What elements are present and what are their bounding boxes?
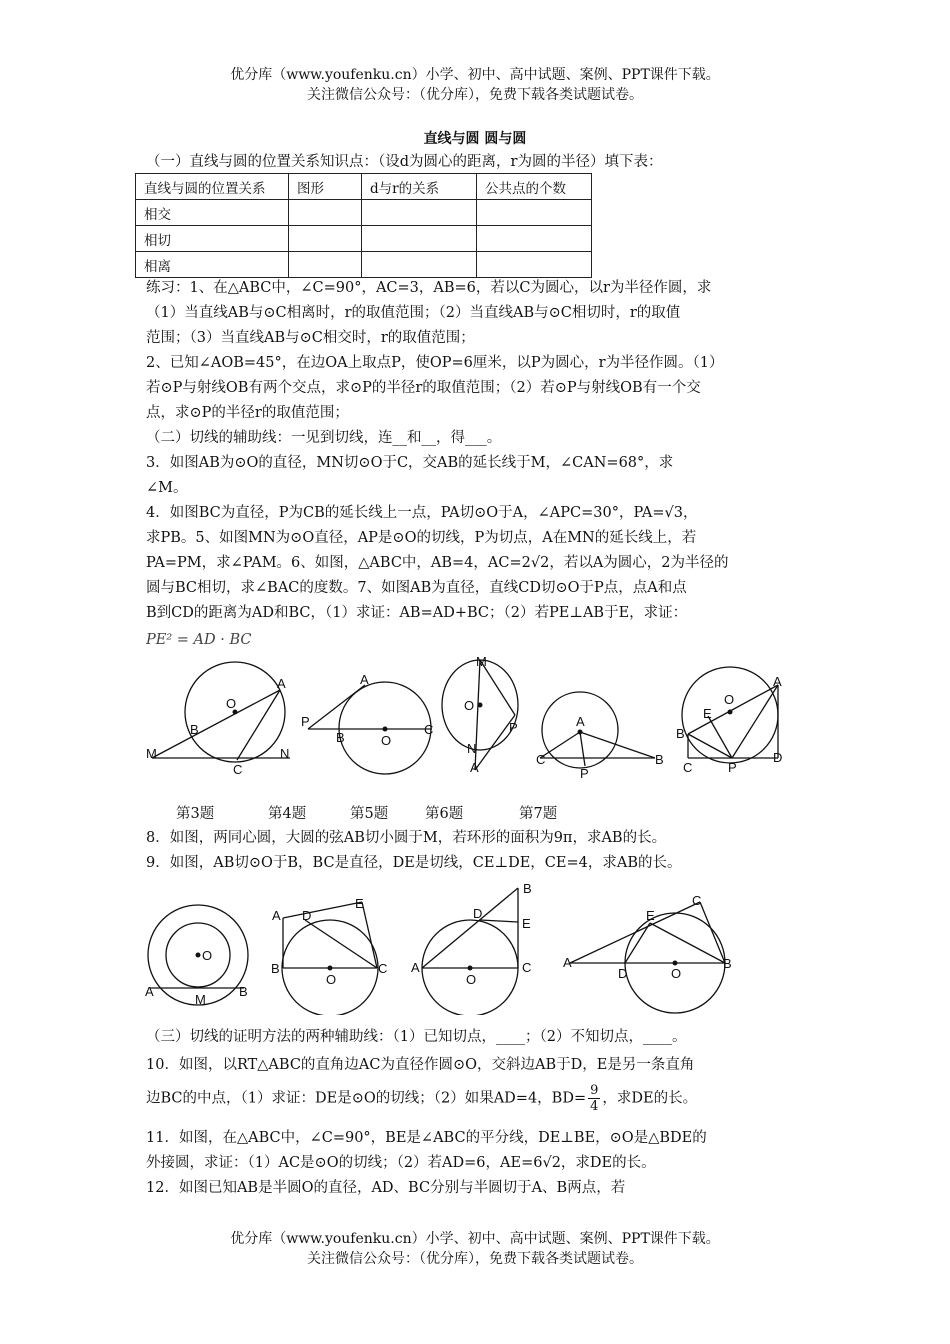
fig8-label: A [145,984,154,999]
fig3-label: B [190,722,199,737]
fig8-label: B [239,984,248,999]
fig6-label: A [576,714,585,729]
practice-line: （1）当直线AB与⊙C相离时，r的取值范围；（2）当直线AB与⊙C相切时，r的取值 [146,305,681,321]
fig7-label: D [773,750,783,765]
table-row-label: 相离 [136,252,289,278]
fig9-label: O [326,972,337,987]
table-cell [477,200,592,226]
section-3-heading: （三）切线的证明方法的两种辅助线：（1）已知切点，____；（2）不知切点，____。 [146,1029,687,1045]
fig7-label: A [773,674,782,689]
question-4-7-line: 圆与BC相切，求∠BAC的度数。7、如图AB为直径，直线CD切⊙O于P点，点A和点 [146,580,687,596]
fig5-label: M [476,654,487,669]
fig11-label: C [692,893,702,908]
figure-caption: 第5题 [350,806,389,822]
fig6-label: B [655,752,664,767]
section-1-heading: （一）直线与圆的位置关系知识点：（设d为圆心的距离，r为圆的半径）填下表： [146,154,663,170]
fig5-label: A [470,760,479,775]
fig3-label: C [233,762,243,777]
figure-caption: 第7题 [519,806,558,822]
question-3-line: ∠M。 [146,480,188,496]
figures-row-2 [140,880,740,1015]
table-cell [362,226,477,252]
fig4-label: A [360,672,369,687]
question-9: 9．如图，AB切⊙O于B，BC是直径，DE是切线，CE⊥DE，CE=4，求AB的长。 [146,855,682,871]
table-row-label: 相交 [136,200,289,226]
question-4-7-line: B到CD的距离为AD和BC，（1）求证：AB=AD+BC；（2）若PE⊥AB于E，求证： [146,605,688,621]
relation-table [135,173,592,278]
table-header: 公共点的个数 [477,174,592,200]
fraction-denominator: 4 [590,1099,599,1114]
fig4-label: B [336,730,345,745]
table-header: 图形 [289,174,362,200]
practice-line: 2、已知∠AOB=45°，在边OA上取点P，使OP=6厘米，以P为圆心，r为半径作圆。（1） [146,355,724,371]
table-header: d与r的关系 [362,174,477,200]
question-10-line [146,1083,697,1114]
fig10-label: A [411,960,420,975]
fig9-label: C [378,961,388,976]
table-cell [477,252,592,278]
question-4-7-line: 4．如图BC为直径，P为CB的延长线上一点，PA切⊙O于A，∠APC=30°，PA=√3， [146,505,698,521]
page-title: 直线与圆 圆与圆 [423,131,527,147]
figure-overlay [140,650,820,800]
fig9-label: A [272,908,281,923]
table-cell [362,200,477,226]
header-line1: 优分库（www.youfenku.cn）小学、初中、高中试题、案例、PPT课件下载。 [230,67,720,83]
fig9-label: E [355,896,364,911]
fig7-label: B [676,726,685,741]
figure-caption: 第3题 [176,806,215,822]
figure-caption: 第4题 [268,806,307,822]
table-cell [289,252,362,278]
fig11-label: B [723,956,732,971]
fraction [588,1083,600,1114]
footer-line1: 优分库（www.youfenku.cn）小学、初中、高中试题、案例、PPT课件下载。 [230,1231,720,1247]
question-11-line: 外接圆，求证：（1）AC是⊙O的切线；（2）若AD=6，AE=6√2，求DE的长。 [146,1155,656,1171]
fig9-label: D [302,908,312,923]
fig5-label: O [464,698,475,713]
question-4-7-line: 求PB。5、如图MN为⊙O直径，AP是⊙O的切线，P为切点，A在MN的延长线上，若 [146,530,697,546]
fig11-label: O [671,966,682,981]
formula: PE² = AD · BC [146,632,252,648]
table-cell [289,226,362,252]
question-8: 8．如图，两同心圆，大圆的弦AB切小圆于M，若环形的面积为9π，求AB的长。 [146,830,667,846]
fig7-label: E [703,706,712,721]
fig8-label: M [195,992,206,1007]
fig6-label: P [580,766,589,781]
fig11-label: D [618,966,628,981]
header-line2: 关注微信公众号：（优分库），免费下载各类试题试卷。 [307,87,643,103]
table-header: 直线与圆的位置关系 [136,174,289,200]
section-2-heading: （二）切线的辅助线：一见到切线，连__和__，得___。 [146,430,502,446]
fig6-label: C [536,752,546,767]
fig3-label: A [277,676,286,691]
fig10-label: B [523,881,532,896]
question-12: 12．如图已知AB是半圆O的直径，AD、BC分别与半圆切于A、B两点，若 [146,1180,626,1196]
table-cell [289,200,362,226]
fig11-label: E [646,908,655,923]
question-10-text: 边BC的中点，（1）求证：DE是⊙O的切线；（2）如果AD=4，BD= [146,1090,587,1107]
figure-caption: 第6题 [425,806,464,822]
fig4-label: P [301,714,310,729]
footer-line2: 关注微信公众号：（优分库），免费下载各类试题试卷。 [307,1251,643,1267]
question-4-7-line: PA=PM，求∠PAM。6、如图，△ABC中，AB=4，AC=2√2，若以A为圆心，2为半径的 [146,555,729,571]
fig7-label: C [683,760,693,775]
fig5-label: N [467,741,477,756]
fig9-label: B [271,961,280,976]
question-10-line: 10．如图，以RT△ABC的直角边AC为直径作圆⊙O，交斜边AB于D，E是另一条直角 [146,1057,695,1073]
fig10-label: D [473,906,483,921]
fig3-label: N [280,746,290,761]
fig7-label: P [728,760,737,775]
fig7-label: O [724,692,735,707]
fig11-label: A [563,955,572,970]
fig5-label: P [509,720,518,735]
fraction-numerator: 9 [590,1083,599,1098]
table-row-label: 相切 [136,226,289,252]
practice-line: 若⊙P与射线OB有两个交点，求⊙P的半径r的取值范围；（2）若⊙P与射线OB有一个交 [146,380,701,396]
question-10-tail: ，求DE的长。 [602,1090,698,1107]
practice-line: 点，求⊙P的半径r的取值范围； [146,405,349,421]
practice-line: 范围；（3）当直线AB与⊙C相交时，r的取值范围； [146,330,475,346]
question-3-line: 3．如图AB为⊙O的直径，MN切⊙O于C，交AB的延长线于M，∠CAN=68°，求 [146,455,674,471]
table-cell [477,226,592,252]
question-11-line: 11．如图，在△ABC中，∠C=90°，BE是∠ABC的平分线，DE⊥BE，⊙O是△BDE的 [146,1130,707,1146]
fig4-label: C [424,722,434,737]
fig4-label: O [381,733,392,748]
fig3-label: M [146,746,157,761]
fig10-label: C [522,960,532,975]
fig10-label: E [522,916,531,931]
fig10-label: O [466,972,477,987]
fig8-label: O [202,948,213,963]
practice-line: 练习：1、在△ABC中，∠C=90°，AC=3，AB=6，若以C为圆心，以r为半径作圆，求 [146,280,712,296]
table-cell [362,252,477,278]
fig3-label: O [226,696,237,711]
